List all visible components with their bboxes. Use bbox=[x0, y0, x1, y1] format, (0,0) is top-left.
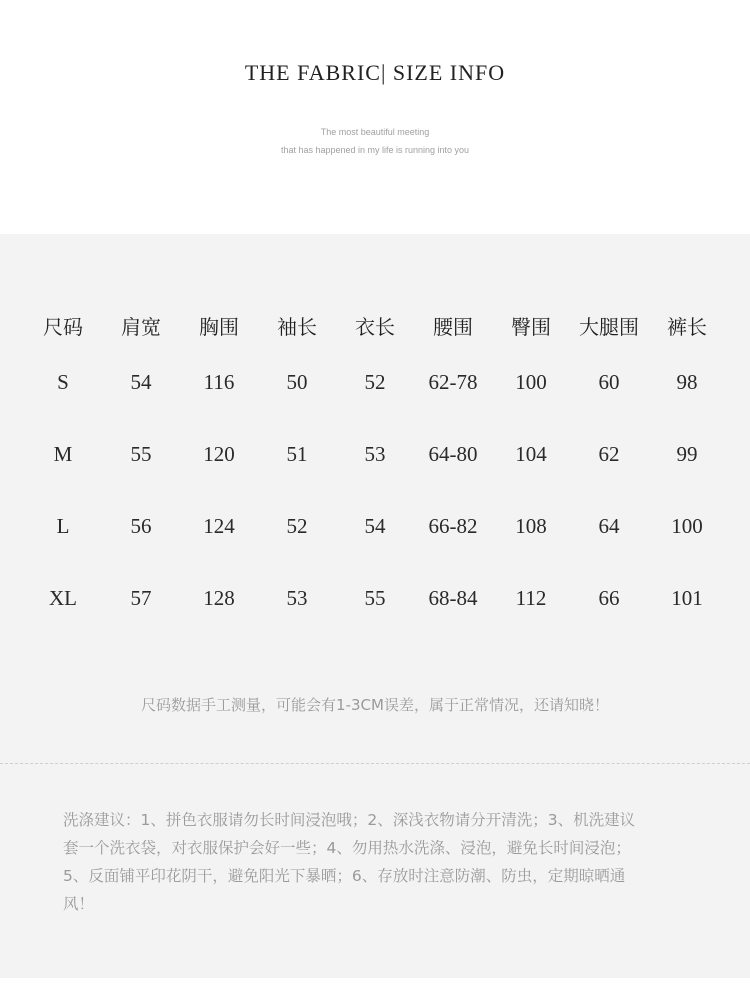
header-section bbox=[0, 0, 750, 234]
measurement-note: 尺码数据手工测量，可能会有1-3CM误差，属于正常情况，还请知晓！ bbox=[141, 696, 609, 714]
table-cell: 62 bbox=[598, 441, 620, 466]
table-cell: 128 bbox=[203, 585, 235, 610]
table-cell: 120 bbox=[203, 441, 235, 466]
table-cell: 54 bbox=[130, 369, 152, 394]
table-cell: 104 bbox=[515, 441, 547, 466]
table-cell: 98 bbox=[676, 369, 698, 394]
table-cell: 64 bbox=[598, 513, 620, 538]
table-cell: 50 bbox=[286, 369, 308, 394]
size-table bbox=[24, 304, 726, 634]
table-row bbox=[24, 346, 726, 418]
table-cell: 54 bbox=[364, 513, 386, 538]
care-line: 5、反面铺平印花阴干，避免阳光下暴晒；6、存放时注意防潮、防虫，定期晾晒通 bbox=[63, 867, 626, 885]
column-header: 肩宽 bbox=[121, 314, 161, 339]
care-line: 风！ bbox=[63, 895, 95, 913]
care-line: 套一个洗衣袋，对衣服保护会好一些；4、勿用热水洗涤、浸泡，避免长时间浸泡； bbox=[63, 839, 631, 857]
table-cell: 53 bbox=[286, 585, 308, 610]
table-cell: 68-84 bbox=[428, 585, 478, 610]
table-cell: XL bbox=[49, 585, 77, 610]
table-cell: S bbox=[57, 369, 69, 394]
column-header: 大腿围 bbox=[579, 314, 639, 339]
column-header: 裤长 bbox=[667, 314, 707, 339]
table-row bbox=[24, 418, 726, 490]
table-cell: 52 bbox=[364, 369, 386, 394]
table-header-row bbox=[24, 304, 726, 346]
column-header: 尺码 bbox=[43, 314, 83, 339]
table-cell: 66 bbox=[598, 585, 620, 610]
table-cell: 124 bbox=[203, 513, 235, 538]
table-row bbox=[24, 490, 726, 562]
table-cell: 99 bbox=[676, 441, 698, 466]
table-cell: 112 bbox=[515, 585, 547, 610]
table-cell: 55 bbox=[364, 585, 386, 610]
table-cell: 100 bbox=[671, 513, 703, 538]
table-cell: M bbox=[53, 441, 73, 466]
dashed-divider bbox=[0, 763, 750, 764]
table-cell: L bbox=[56, 513, 70, 538]
column-header: 胸围 bbox=[199, 314, 239, 339]
size-info-panel bbox=[0, 234, 750, 978]
column-header: 袖长 bbox=[277, 314, 317, 339]
table-cell: 64-80 bbox=[428, 441, 478, 466]
table-cell: 101 bbox=[671, 585, 703, 610]
table-cell: 51 bbox=[286, 441, 308, 466]
table-cell: 116 bbox=[203, 369, 235, 394]
column-header: 臀围 bbox=[511, 314, 551, 339]
care-instructions bbox=[63, 806, 693, 918]
table-cell: 55 bbox=[130, 441, 152, 466]
page-title: THE FABRIC| SIZE INFO bbox=[244, 60, 506, 85]
care-line: 洗涤建议：1、拼色衣服请勿长时间浸泡哦；2、深浅衣物请分开清洗；3、机洗建议 bbox=[63, 811, 636, 829]
column-header: 衣长 bbox=[355, 314, 395, 339]
table-cell: 60 bbox=[598, 369, 620, 394]
table-cell: 52 bbox=[286, 513, 308, 538]
table-cell: 66-82 bbox=[428, 513, 478, 538]
table-cell: 100 bbox=[515, 369, 547, 394]
table-cell: 62-78 bbox=[428, 369, 478, 394]
table-cell: 108 bbox=[515, 513, 547, 538]
subtitle-line-2: that has happened in my life is running into you bbox=[280, 145, 470, 155]
table-cell: 56 bbox=[130, 513, 152, 538]
table-row bbox=[24, 562, 726, 634]
table-cell: 57 bbox=[130, 585, 152, 610]
subtitle-line-1: The most beautiful meeting bbox=[320, 127, 430, 137]
table-cell: 53 bbox=[364, 441, 386, 466]
column-header: 腰围 bbox=[433, 314, 473, 339]
